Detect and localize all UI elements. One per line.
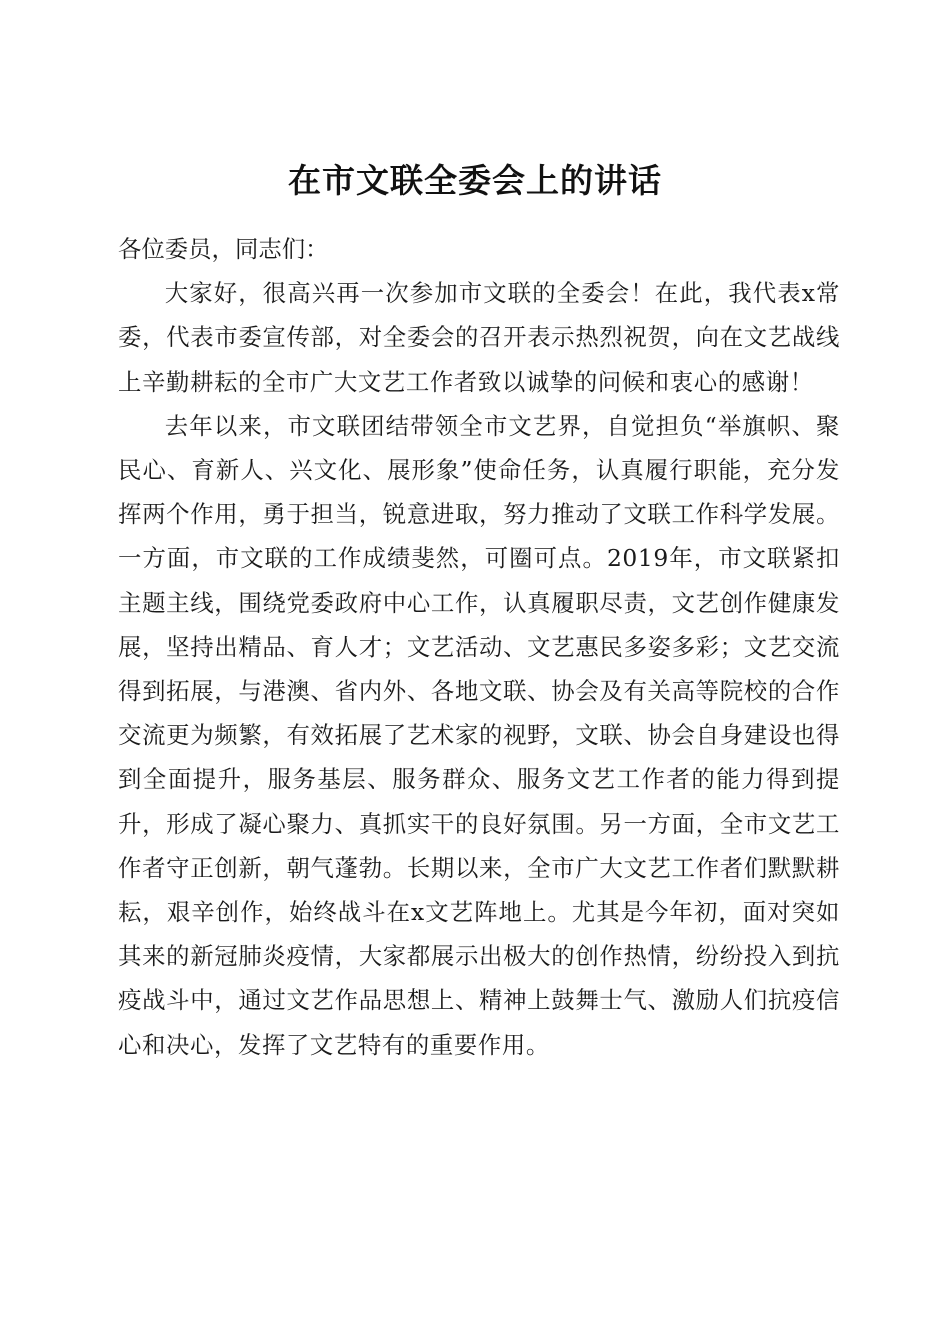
paragraph-achievements: 去年以来，市文联团结带领全市文艺界，自觉担负“举旗帜、聚民心、育新人、兴文化、展形象”使命任务，认真履行职能，充分发挥两个作用，勇于担当，锐意进取，努力推动了文联工作科学发展。一方面，市文联的工作成绩斐然，可圈可点。2019年，市文联紧扣主题主线，围绕党委政府中心工作，认真履职尽责，文艺创作健康发展，坚持出精品、育人才；文艺活动、文艺惠民多姿多彩；文艺交流得到拓展，与港澳、省内外、各地文联、协会及有关高等院校的合作交流更为频繁，有效拓展了艺术家的视野，文联、协会自身建设也得到全面提升，服务基层、服务群众、服务文艺工作者的能力得到提升，形成了凝心聚力、真抓实干的良好氛围。另一方面，全市文艺工作者守正创新，朝气蓬勃。长期以来，全市广大文艺工作者们默默耕耘，艰辛创作，始终战斗在x文艺阵地上。尤其是今年初，面对突如其来的新冠肺炎疫情，大家都展示出极大的创作热情，纷纷投入到抗疫战斗中，通过文艺作品思想上、精神上鼓舞士气、激励人们抗疫信心和决心，发挥了文艺特有的重要作用。 <box>118 411 840 1059</box>
salutation: 各位委员，同志们： <box>118 235 329 263</box>
document-body <box>118 227 840 1067</box>
page-title: 在市文联全委会上的讲话 <box>288 161 662 201</box>
paragraph-greeting: 大家好，很高兴再一次参加市文联的全委会！在此，我代表x常委，代表市委宣传部，对全委会的召开表示热烈祝贺，向在文艺战线上辛勤耕耘的全市广大文艺工作者致以诚挚的问候和衷心的感谢！ <box>118 279 840 396</box>
